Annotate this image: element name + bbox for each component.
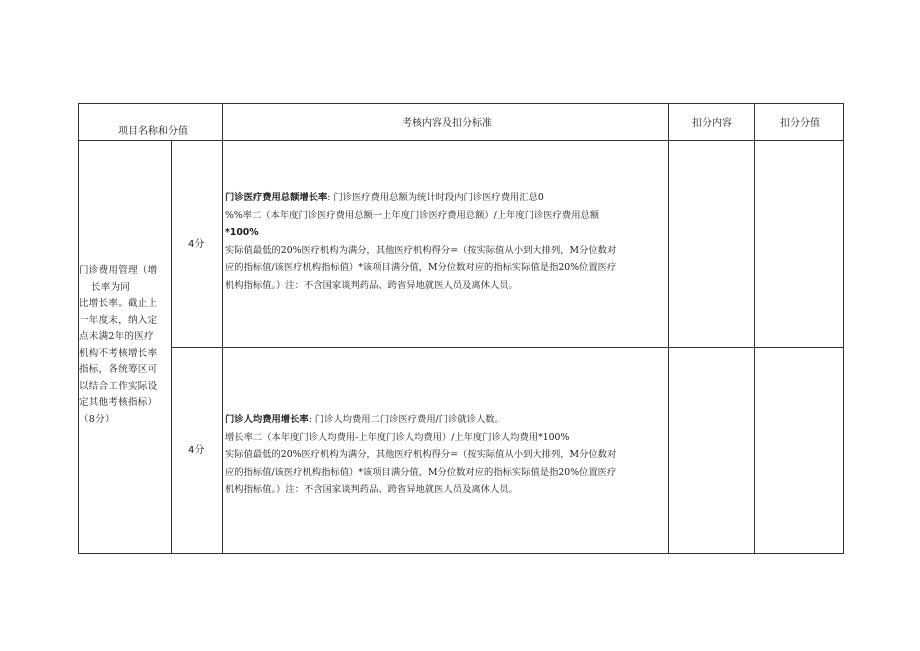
row-1-standard <box>225 189 667 295</box>
standard-line: 应的指标值/该医疗机构指标值）*该项目满分值，M分位数对应的指标实际值是指20%位置医疗 <box>225 466 617 478</box>
item-line: 以结合工作实际设 <box>79 380 158 392</box>
deduct-content-col-divider <box>668 103 669 554</box>
header-deduct-score: 扣分分值 <box>780 118 820 129</box>
item-line: 长率为同 <box>91 281 131 293</box>
item-line: 指标，各统筹区可 <box>79 364 158 375</box>
item-line: （8分） <box>79 413 115 425</box>
row-2-title-desc: : 门诊人均费用二门诊医疗费用/门诊就诊人数。 <box>308 414 504 425</box>
standard-line: *100% <box>225 227 259 239</box>
item-line: 定其他考核指标） <box>79 397 158 408</box>
item-line: 一年度末，纳入定 <box>79 314 158 326</box>
row-2-score: 4分 <box>188 445 205 456</box>
standard-col-divider <box>222 103 223 554</box>
header-standard: 考核内容及扣分标准 <box>402 118 492 129</box>
item-line: 机构不考核增长率 <box>79 347 158 359</box>
item-name-cell <box>79 263 171 428</box>
header-divider <box>78 140 844 141</box>
standard-line <box>225 189 667 207</box>
standard-line: 机构指标值。）注：不含国家谈判药品、跨省异地就医人员及离休人员。 <box>225 279 518 291</box>
score-col-divider <box>171 140 172 554</box>
row-divider <box>171 347 844 348</box>
header-item: 项目名称和分值 <box>118 126 188 137</box>
standard-line: 增长率二（本年度门诊人均费用-上年度门诊人均费用）/上年度门诊人均费用*100% <box>225 431 570 443</box>
row-1-score: 4分 <box>188 239 205 250</box>
standard-line: 实际值最低的20%医疗机构为满分，其他医疗机构得分=（按实际值从小到大排列，M分位数对 <box>225 244 617 256</box>
table-border-top <box>78 103 844 104</box>
deduct-score-col-divider <box>754 103 755 554</box>
standard-line: 实际值最低的20%医疗机构为满分，其他医疗机构得分=（按实际值从小到大排列，M分位数对 <box>225 449 617 461</box>
row-1-title: 门诊医疗费用总额增长率 <box>225 192 328 203</box>
header-deduct-content: 扣分内容 <box>692 118 732 129</box>
row-1-title-desc: : 门诊医疗费用总额为统计时段内门诊医疗费用汇总0 <box>327 192 544 203</box>
row-2-title: 门诊人均费用增长率 <box>225 414 309 425</box>
item-line: 门诊费用管理（增 <box>79 265 158 276</box>
table-border-right <box>843 103 844 554</box>
row-2-standard <box>225 411 667 499</box>
standard-line: 应的指标值/该医疗机构指标值）*该项目满分值，M分位数对应的指标实际值是指20%位置医疗 <box>225 262 617 274</box>
standard-line: %%率二（本年度门诊医疗费用总额一上年度门诊医疗费用总额）/上年度门诊医疗费用总额 <box>225 209 600 221</box>
item-line: 点未满2年的医疗 <box>79 331 154 342</box>
standard-line <box>225 411 667 429</box>
item-line: 比增长率。截止上 <box>79 298 158 309</box>
table-border-bottom <box>78 553 844 554</box>
standard-line: 机构指标值。）注：不含国家谈判药品、跨省异地就医人员及离休人员。 <box>225 484 518 496</box>
